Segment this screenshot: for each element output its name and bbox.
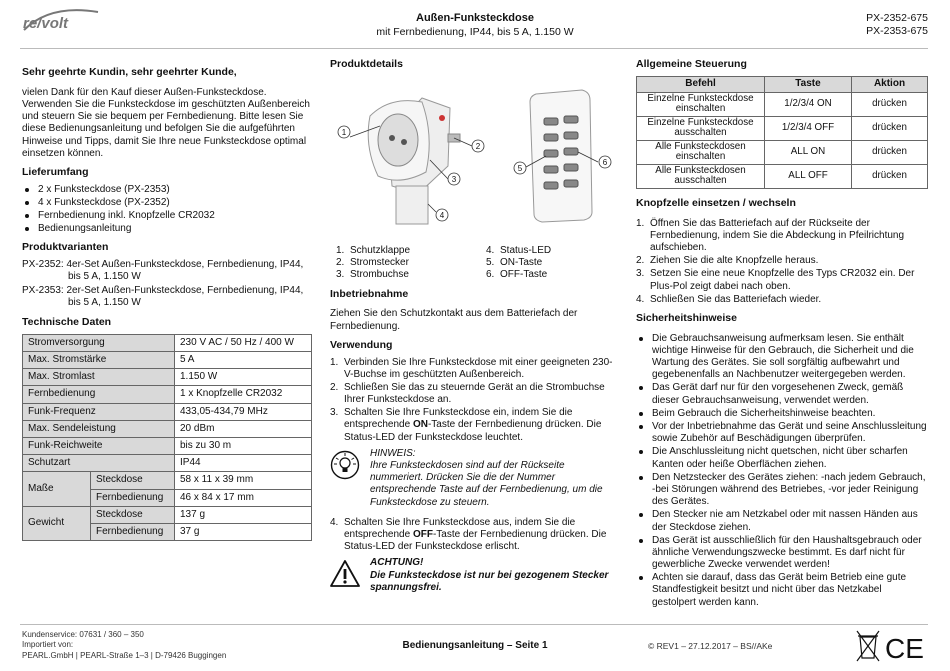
callout-number: 2 (475, 141, 481, 151)
control-heading: Allgemeine Steuerung (636, 58, 747, 70)
list-item: Den Netzstecker des Gerätes ziehen: -nach jedem Gebrauch, -bei Störungen während des Betriebes, -vor jeder Reinigung des Gerätes. (636, 472, 928, 509)
table-row (23, 369, 312, 386)
table-cell: IP44 (175, 455, 312, 472)
step-number: 2. (330, 381, 339, 393)
table-cell: 20 dBm (175, 420, 312, 437)
table-cell: Fernbedienung (23, 386, 175, 403)
warning-title: ACHTUNG! (370, 557, 424, 569)
step-text: Schließen Sie das Batteriefach wieder. (650, 293, 822, 305)
product-codes (866, 12, 928, 38)
table-cell: 137 g (175, 506, 312, 523)
footer-line: Kundenservice: 07631 / 360 – 350 (22, 630, 144, 639)
table-header-row (637, 76, 928, 92)
legend-item (330, 257, 480, 269)
footer-page-label: Bedienungsanleitung – Seite 1 (402, 640, 548, 651)
parts-legend (330, 245, 620, 282)
note-text: Ihre Funksteckdosen sind auf der Rückseite nummeriert. Drücken Sie die der Nummer entsprechende Taste auf der Fernbedienung, um die Funksteckdose zu steuern. (370, 460, 603, 508)
table-cell: Fernbedienung (91, 489, 175, 506)
table-cell: Alle Funksteckdosen einschalten (637, 140, 765, 164)
table-cell: 433,05-434,79 MHz (175, 403, 312, 420)
callout-number: 5 (517, 163, 523, 173)
list-item (636, 218, 928, 255)
safety-list (636, 333, 928, 609)
footer-contact (22, 630, 226, 661)
step-number: 1. (636, 217, 645, 229)
product-illustration (330, 76, 620, 241)
table-cell: 1/2/3/4 ON (765, 92, 852, 116)
use-steps (330, 357, 620, 444)
safety-heading: Sicherheitshinweise (636, 311, 737, 324)
step-number: 3. (636, 268, 645, 280)
table-cell: 5 A (175, 352, 312, 369)
product-code: PX-2352-675 (866, 12, 928, 24)
legend-label: OFF-Taste (500, 269, 548, 281)
outdoor-socket-image (368, 98, 460, 224)
footer-line: Importiert von: (22, 640, 74, 650)
table-cell: Max. Sendeleistung (23, 420, 175, 437)
page-header (0, 0, 950, 48)
battery-steps (636, 218, 928, 306)
table-cell: Maße (23, 472, 91, 506)
table-cell: 37 g (175, 523, 312, 540)
table-cell: Fernbedienung (91, 523, 175, 540)
table-cell: 1.150 W (175, 369, 312, 386)
table-cell: Schutzart (23, 455, 175, 472)
list-item: 4 x Funksteckdose (PX-2352) (22, 197, 312, 209)
table-cell: Funk-Frequenz (23, 403, 175, 420)
table-row (637, 92, 928, 116)
footer-line: PEARL.GmbH | PEARL-Straße 1–3 | D-79426 Buggingen (22, 650, 227, 660)
list-item: 2 x Funksteckdose (PX-2353) (22, 184, 312, 196)
table-row (637, 116, 928, 140)
control-table (636, 76, 928, 189)
table-cell: 1 x Knopfzelle CR2032 (175, 386, 312, 403)
table-cell: Max. Stromstärke (23, 352, 175, 369)
header-divider (20, 48, 928, 49)
list-item: Beim Gebrauch die Sicherheitshinweise beachten. (636, 408, 928, 420)
step-number: 1. (330, 356, 339, 368)
table-row (23, 403, 312, 420)
table-row (23, 420, 312, 437)
start-text: Ziehen Sie den Schutzkontakt aus dem Batteriefach der Fernbedienung. (330, 308, 578, 332)
greeting: Sehr geehrte Kundin, sehr geehrter Kunde, (22, 66, 237, 78)
legend-number: 3. (336, 269, 345, 281)
table-cell: Alle Funksteckdosen ausschalten (637, 164, 765, 188)
step-key: OFF (412, 528, 433, 540)
table-cell: ALL ON (765, 140, 852, 164)
step-text: -Taste der Fernbedienung drücken. Die Status-LED der Funksteckdose erlischt. (344, 528, 607, 553)
table-cell: 230 V AC / 50 Hz / 400 W (175, 334, 312, 351)
column-right (636, 58, 928, 613)
legend-item (480, 257, 600, 269)
legend-item (480, 245, 600, 257)
table-row (637, 140, 928, 164)
list-item: Die Gebrauchsanweisung aufmerksam lesen. Sie enthält wichtige Hinweise für den Gebrauch, die Sicherheit und die Wartung des Gerätes. Sie soll sorgfältig aufbewahrt und gegebenenfalls an Nachbenutzer weitergegeben werden. (636, 333, 928, 382)
step-number: 2. (636, 255, 645, 267)
intro-text: vielen Dank für den Kauf dieser Außen-Funksteckdose. Verwenden Sie die Funksteckdose im geschützten Außenbereich und steuern Sie sie bequem per Fernbedienung. Bitte lesen Sie diese Bedienungsanleitung und befolgen Sie die aufgeführten Hinweise und Tipps, damit Sie Ihre neue Funksteckdose optimal einsetzen können. (22, 86, 310, 159)
list-item: Das Gerät darf nur für den vorgesehenen Zweck, gemäß dieser Gebrauchsanweisung, verwendet werden. (636, 382, 928, 406)
table-cell: Stromversorgung (23, 334, 175, 351)
step-text: Verbinden Sie Ihre Funksteckdose mit einer geeigneten 230-V-Buchse im geschützten Außenbereich. (344, 356, 613, 380)
table-cell: drücken (852, 92, 928, 116)
legend-label: Stromstecker (350, 257, 409, 269)
warning-text: Die Funksteckdose ist nur bei gezogenem Stecker spannungsfrei. (370, 569, 609, 593)
table-cell: Max. Stromlast (23, 369, 175, 386)
callout-number: 3 (451, 174, 457, 184)
table-cell: Funk-Reichweite (23, 437, 175, 454)
table-cell: Gewicht (23, 506, 91, 540)
callout-number: 4 (439, 210, 445, 220)
footer-symbols (855, 628, 930, 664)
legend-label: Strombuchse (350, 269, 409, 281)
list-item: Das Gerät ist ausschließlich für den Haushaltsgebrauch oder ähnliche Verwendungszwecke bestimmt. Es darf nicht für gewerbliche Zwecke verwendet werden! (636, 535, 928, 572)
list-item: Fernbedienung inkl. Knopfzelle CR2032 (22, 210, 312, 222)
step-text: Schließen Sie das zu steuernde Gerät an die Strombuchse Ihrer Funksteckdose an. (344, 381, 605, 406)
table-cell: ALL OFF (765, 164, 852, 188)
list-item: Die Anschlussleitung nicht quetschen, nicht über scharfen Kanten oder heiße Oberflächen ziehen. (636, 446, 928, 470)
step-key: ON (412, 419, 428, 431)
variant-item: PX-2353: 2er-Set Außen-Funksteckdose, Fernbedienung, IP44, bis 5 A, 1.150 W (22, 284, 304, 308)
table-row (23, 352, 312, 369)
battery-heading: Knopfzelle einsetzen / wechseln (636, 196, 796, 209)
step-number: 3. (330, 407, 339, 419)
column-left (22, 58, 312, 541)
table-row (637, 164, 928, 188)
list-item: Achten sie darauf, dass das Gerät beim Betrieb eine gute Standfestigkeit besitzt und nicht über das Netzkabel gestolpert werden kann. (636, 572, 928, 609)
table-cell: drücken (852, 164, 928, 188)
footer-revision: © REV1 – 27.12.2017 – BS//AKe (648, 641, 773, 651)
list-item (330, 517, 620, 554)
table-row (23, 437, 312, 454)
variants-heading: Produktvarianten (22, 241, 109, 254)
legend-number: 2. (336, 257, 345, 269)
tech-table (22, 334, 312, 541)
use-heading: Verwendung (330, 338, 393, 351)
step-text: Ziehen Sie die alte Knopfzelle heraus. (650, 255, 819, 267)
tech-heading: Technische Daten (22, 316, 112, 329)
ce-mark: CE (885, 633, 924, 664)
svg-text:re/volt: re/volt (23, 15, 69, 32)
note-box (330, 448, 620, 509)
details-heading: Produktdetails (330, 58, 403, 70)
table-header: Taste (765, 76, 852, 92)
table-row (23, 506, 312, 523)
legend-label: Schutzklappe (350, 244, 411, 256)
lightbulb-icon (330, 450, 360, 480)
legend-item (330, 269, 480, 281)
use-steps-continued (330, 517, 620, 554)
note-title: HINWEIS: (370, 447, 416, 459)
scope-list (22, 184, 312, 236)
step-text: Schalten Sie Ihre Funksteckdose ein, indem Sie die entsprechende (344, 407, 573, 431)
table-row (23, 386, 312, 403)
document-subtitle: mit Fernbedienung, IP44, bis 5 A, 1.150 W (376, 26, 574, 38)
table-cell: 46 x 84 x 17 mm (175, 489, 312, 506)
list-item: Bedienungsanleitung (22, 223, 312, 235)
legend-item (480, 269, 600, 281)
warning-icon (330, 559, 360, 589)
revolt-logo (20, 8, 102, 34)
table-cell: 1/2/3/4 OFF (765, 116, 852, 140)
list-item (636, 294, 928, 306)
table-header: Befehl (637, 76, 765, 92)
table-header: Aktion (852, 76, 928, 92)
legend-number: 4. (486, 244, 495, 256)
step-text: Öffnen Sie das Batteriefach auf der Rückseite der Fernbedienung, indem Sie die Abdeckung in Pfeilrichtung aufschieben. (650, 217, 905, 253)
callout-number: 6 (602, 157, 608, 167)
scope-heading: Lieferumfang (22, 165, 89, 178)
legend-item (330, 245, 480, 257)
step-text: -Taste der Fernbedienung drücken. Die Status-LED der Funksteckdose leuchtet. (344, 419, 602, 443)
step-text: Setzen Sie eine neue Knopfzelle des Typs CR2032 ein. Der Plus-Pol zeigt dabei nach oben. (650, 268, 915, 292)
variant-item: PX-2352: 4er-Set Außen-Funksteckdose, Fernbedienung, IP44, bis 5 A, 1.150 W (22, 259, 304, 283)
legend-label: ON-Taste (500, 257, 543, 269)
step-text: Schalten Sie Ihre Funksteckdose aus, indem Sie die entsprechende (344, 516, 576, 540)
list-item: Den Stecker nie am Netzkabel oder mit nassen Händen aus der Steckdose ziehen. (636, 509, 928, 533)
list-item (330, 382, 620, 406)
legend-number: 5. (486, 257, 495, 269)
table-row (23, 334, 312, 351)
legend-number: 1. (336, 244, 345, 256)
list-item (636, 255, 928, 267)
table-cell: drücken (852, 116, 928, 140)
table-cell: Steckdose (91, 472, 175, 489)
table-cell: bis zu 30 m (175, 437, 312, 454)
legend-label: Status-LED (500, 244, 552, 256)
column-middle (330, 58, 620, 602)
step-number: 4. (330, 516, 339, 528)
product-code: PX-2353-675 (866, 25, 928, 38)
table-cell: Einzelne Funksteckdose ausschalten (637, 116, 765, 140)
table-cell: 58 x 11 x 39 mm (175, 472, 312, 489)
table-cell: Steckdose (91, 506, 175, 523)
list-item (330, 357, 620, 381)
remote-control-image (530, 90, 592, 222)
step-number: 4. (636, 293, 645, 305)
table-row (23, 472, 312, 489)
list-item (330, 407, 620, 444)
list-item: Vor der Inbetriebnahme das Gerät und seine Anschlussleitung sowie Zubehör auf Beschädigungen überprüfen. (636, 421, 928, 445)
table-row (23, 455, 312, 472)
footer-divider (20, 624, 928, 625)
start-heading: Inbetriebnahme (330, 287, 409, 300)
legend-number: 6. (486, 269, 495, 281)
weee-bin-icon (857, 631, 879, 661)
table-cell: drücken (852, 140, 928, 164)
callout-number: 1 (341, 127, 347, 137)
warning-box (330, 557, 620, 594)
table-cell: Einzelne Funksteckdose einschalten (637, 92, 765, 116)
list-item (636, 268, 928, 292)
document-title: Außen-Funksteckdose (416, 12, 534, 24)
